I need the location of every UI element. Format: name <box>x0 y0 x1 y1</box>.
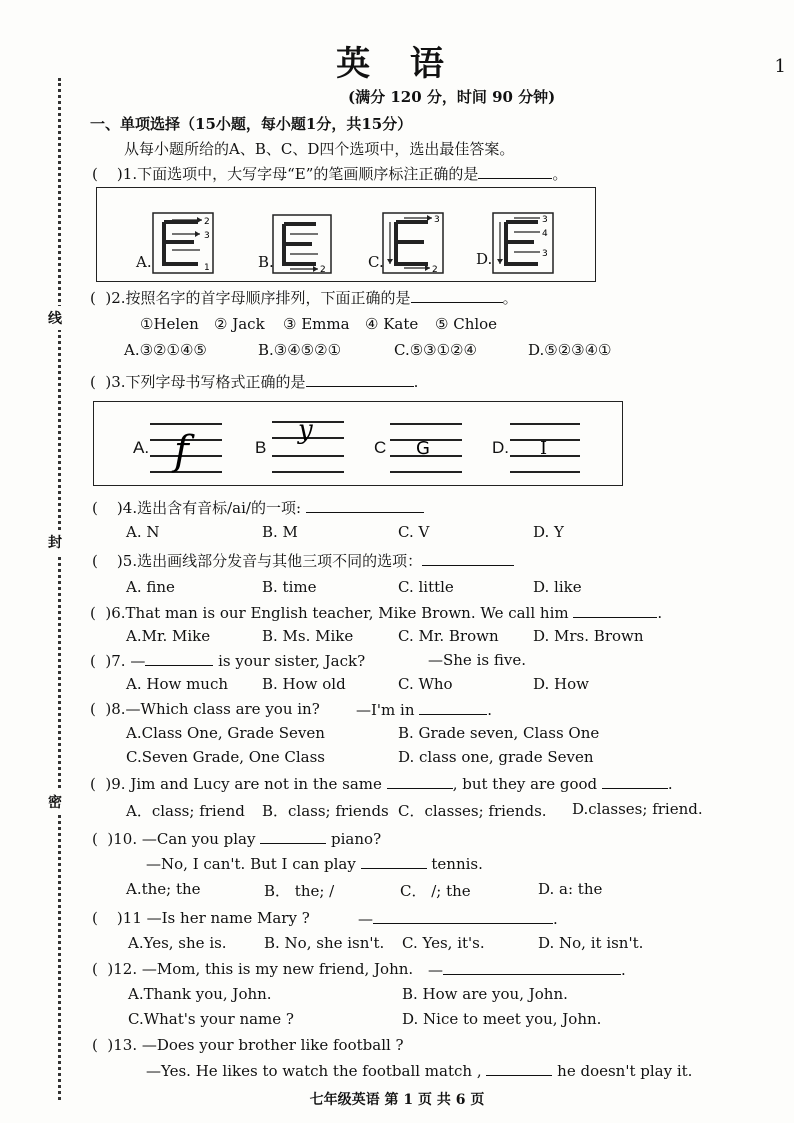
q1-label-b: B. <box>258 253 274 271</box>
exam-info: (满分 120 分，时间 90 分钟) <box>348 88 556 106</box>
q11-stem: ( )11 —Is her name Mary ? <box>92 909 310 927</box>
q2-option-c[interactable]: C.⑤③①②④ <box>394 341 477 359</box>
page-title: 英 语 <box>336 44 458 84</box>
svg-text:4: 4 <box>542 229 548 239</box>
q11-option-c[interactable]: C. Yes, it's. <box>402 934 485 952</box>
svg-text:2: 2 <box>320 265 326 274</box>
q10-option-d[interactable]: D. a: the <box>538 880 603 898</box>
page-corner-number: 1 <box>774 56 786 77</box>
q4-option-a[interactable]: A. N <box>126 523 160 541</box>
stroke-order-e-a <box>152 212 214 278</box>
q10-reply: —No, I can't. But I can play tennis. <box>146 855 483 873</box>
q8-reply: —I'm in . <box>356 701 493 719</box>
q12-reply: — . <box>428 961 626 979</box>
q11-option-d[interactable]: D. No, it isn't. <box>538 934 644 952</box>
svg-text:2: 2 <box>204 217 210 227</box>
q8-option-c[interactable]: C.Seven Grade, One Class <box>126 748 325 766</box>
q7-option-d[interactable]: D. How <box>533 675 589 693</box>
q8-option-b[interactable]: B. Grade seven, Class One <box>398 724 600 742</box>
svg-text:2: 2 <box>432 265 438 274</box>
q12-option-b[interactable]: B. How are you, John. <box>402 985 568 1003</box>
q4-option-c[interactable]: C. V <box>398 523 430 541</box>
q7-stem: ( )7. — is your sister, Jack? <box>90 652 366 670</box>
q11-option-a[interactable]: A.Yes, she is. <box>128 934 227 952</box>
q8-option-d[interactable]: D. class one, grade Seven <box>398 748 594 766</box>
q6-option-d[interactable]: D. Mrs. Brown <box>533 627 644 645</box>
q4-option-d[interactable]: D. Y <box>533 523 564 541</box>
svg-text:3: 3 <box>542 215 548 225</box>
q2-name-4: ④ Kate <box>365 315 419 333</box>
q7-option-c[interactable]: C. Who <box>398 675 453 693</box>
svg-text:3: 3 <box>204 231 210 241</box>
q13-stem: ( )13. —Does your brother like football ? <box>92 1036 404 1054</box>
q9-option-c[interactable]: C．classes; friends. <box>398 802 547 820</box>
q9-option-b[interactable]: B．class; friends <box>262 802 389 820</box>
q12-stem: ( )12. —Mom, this is my new friend, John. <box>92 960 414 978</box>
q3-stem: ( )3.下列字母书写格式正确的是 . <box>90 373 419 391</box>
q3-letter-d: I <box>540 438 548 459</box>
section-heading: 一、单项选择（15小题，每小题1分，共15分） <box>90 115 413 133</box>
q1-label-d: D. <box>476 250 493 268</box>
q12-option-a[interactable]: A.Thank you, John. <box>128 985 272 1003</box>
q2-stem: ( )2.按照名字的首字母顺序排列，下面正确的是 。 <box>90 289 518 307</box>
q3-letter-b: y <box>298 416 313 445</box>
q5-option-b[interactable]: B. time <box>262 578 317 596</box>
q3-label-a: A. <box>133 438 150 457</box>
q5-option-a[interactable]: A. fine <box>126 578 175 596</box>
stroke-order-e-b <box>272 214 332 278</box>
q2-name-5: ⑤ Chloe <box>435 315 498 333</box>
q10-option-a[interactable]: A.the; the <box>126 880 201 898</box>
q4-stem: ( )4.选出含有音标/ai/的一项: <box>92 497 424 518</box>
q3-writing-b <box>272 416 344 478</box>
q3-letter-c: G <box>416 438 430 459</box>
q3-label-d: D. <box>492 438 509 457</box>
q8-stem: ( )8.—Which class are you in? <box>90 700 320 718</box>
q13-reply: —Yes. He likes to watch the football match , he doesn't play it. <box>146 1062 693 1080</box>
binding-char-xian: 线 <box>48 306 62 330</box>
binding-char-mi: 密 <box>48 790 62 814</box>
svg-text:3: 3 <box>542 249 548 259</box>
svg-text:1: 1 <box>204 263 210 273</box>
q2-name-1: ①Helen <box>140 315 199 333</box>
q4-option-b[interactable]: B. M <box>262 523 298 541</box>
q9-option-d[interactable]: D.classes; friend. <box>572 800 703 818</box>
q12-option-c[interactable]: C.What's your name ? <box>128 1010 294 1028</box>
q9-stem: ( )9. Jim and Lucy are not in the same , but they are good . <box>90 775 673 793</box>
page-footer: 七年级英语 第 1 页 共 6 页 <box>309 1092 485 1108</box>
section-instruction: 从每小题所给的A、B、C、D四个选项中，选出最佳答案。 <box>124 140 515 158</box>
stroke-order-e-c <box>382 212 444 278</box>
svg-text:3: 3 <box>434 215 440 225</box>
q3-writing-d <box>510 418 580 478</box>
q5-option-d[interactable]: D. like <box>533 578 582 596</box>
stroke-order-e-d <box>492 212 554 278</box>
q2-name-3: ③ Emma <box>283 315 350 333</box>
q3-letter-a: f <box>174 428 189 474</box>
q6-option-c[interactable]: C. Mr. Brown <box>398 627 499 645</box>
q10-option-b[interactable]: B． the; / <box>264 882 335 900</box>
q1-label-c: C. <box>368 253 384 271</box>
q7-reply: —She is five. <box>428 651 526 669</box>
q10-stem: ( )10. —Can you play piano? <box>92 830 382 848</box>
q3-writing-a <box>150 418 222 478</box>
q7-option-a[interactable]: A. How much <box>126 675 229 693</box>
q11-reply: — . <box>358 910 558 928</box>
q9-option-a[interactable]: A．class; friend <box>126 802 245 820</box>
q10-option-c[interactable]: C． /; the <box>400 882 471 900</box>
q1-label-a: A. <box>136 253 152 271</box>
q3-label-b: B <box>255 438 267 457</box>
q3-writing-c <box>390 418 462 478</box>
q6-option-a[interactable]: A.Mr. Mike <box>126 627 211 645</box>
q5-option-c[interactable]: C. little <box>398 578 454 596</box>
q12-option-d[interactable]: D. Nice to meet you, John. <box>402 1010 602 1028</box>
q5-stem: ( )5.选出画线部分发音与其他三项不同的选项： <box>92 550 514 571</box>
q2-option-b[interactable]: B.③④⑤②① <box>258 341 342 359</box>
q2-name-2: ② Jack <box>214 315 265 333</box>
q7-option-b[interactable]: B. How old <box>262 675 346 693</box>
q2-option-d[interactable]: D.⑤②③④① <box>528 341 612 359</box>
q6-option-b[interactable]: B. Ms. Mike <box>262 627 354 645</box>
q8-option-a[interactable]: A.Class One, Grade Seven <box>126 724 325 742</box>
q6-stem: ( )6.That man is our English teacher, Mike Brown. We call him . <box>90 604 663 622</box>
q11-option-b[interactable]: B. No, she isn't. <box>264 934 385 952</box>
q2-option-a[interactable]: A.③②①④⑤ <box>124 341 207 359</box>
q3-label-c: C <box>374 438 387 457</box>
binding-line <box>58 78 61 1100</box>
binding-char-feng: 封 <box>48 530 62 554</box>
q1-stem: ( )1.下面选项中，大写字母“E”的笔画顺序标注正确的是 。 <box>92 165 568 183</box>
